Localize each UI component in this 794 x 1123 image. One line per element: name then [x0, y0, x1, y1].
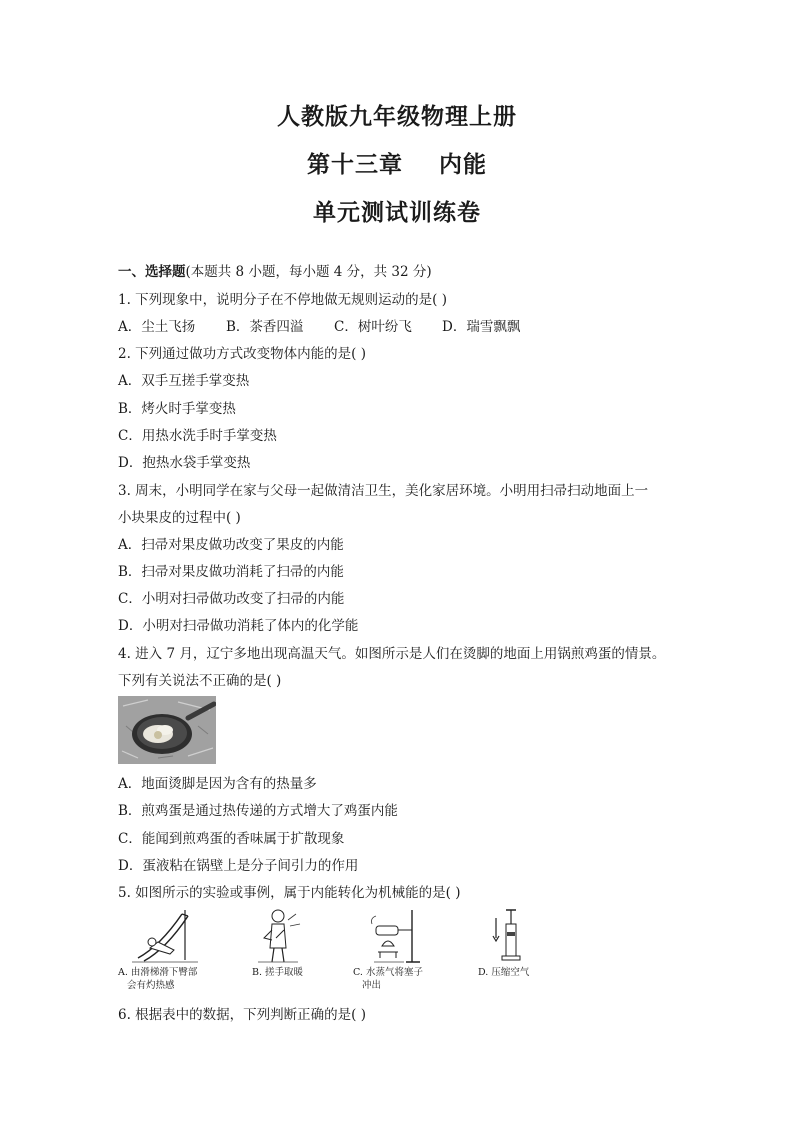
q4-option-c: C．能闻到煎鸡蛋的香味属于扩散现象	[118, 831, 345, 847]
q1-option-d: D．瑞雪飘飘	[442, 319, 521, 335]
question-4-stem-line1: 4. 进入 7 月，辽宁多地出现高温天气。如图所示是人们在烫脚的地面上用锅煎鸡蛋的情景。	[118, 646, 666, 662]
q2-option-b: B．烤火时手掌变热	[118, 401, 236, 417]
slide-figure	[130, 906, 200, 964]
document-title: 人教版九年级物理上册	[277, 103, 517, 130]
q2-option-c: C．用热水洗手时手掌变热	[118, 428, 277, 444]
q2-option-d: D．抱热水袋手掌变热	[118, 455, 251, 471]
q4-option-b: B．煎鸡蛋是通过热传递的方式增大了鸡蛋内能	[118, 803, 398, 819]
q1-option-b: B．茶香四溢	[226, 319, 304, 335]
question-2-stem: 2. 下列通过做功方式改变物体内能的是( )	[118, 346, 366, 362]
q1-option-a: A．尘土飞扬	[118, 319, 196, 335]
q3-option-c: C．小明对扫帚做功改变了扫帚的内能	[118, 591, 345, 607]
q5-caption-b: B. 搓手取暖	[252, 967, 304, 978]
q2-option-a: A．双手互搓手掌变热	[118, 373, 250, 389]
unit-test-title: 单元测试训练卷	[313, 199, 481, 226]
question-1-stem: 1. 下列现象中，说明分子在不停地做无规则运动的是( )	[118, 292, 447, 308]
q4-option-a: A．地面烫脚是因为含有的热量多	[118, 776, 317, 792]
q5-caption-d: D. 压缩空气	[478, 967, 530, 978]
q5-caption-c: C. 水蒸气将塞子 冲出	[353, 967, 423, 991]
steam-cork-figure	[368, 906, 428, 964]
question-1-options	[118, 315, 520, 335]
rubbing-hands-figure	[248, 906, 308, 964]
q4-option-d: D．蛋液粘在锅壁上是分子间引力的作用	[118, 858, 359, 874]
frying-egg-photo	[118, 696, 216, 764]
section-label: 一、选择题	[118, 264, 186, 280]
q3-option-a: A．扫帚对果皮做功改变了果皮的内能	[118, 537, 344, 553]
q5-caption-a: A. 由滑梯滑下臀部 会有灼热感	[118, 967, 198, 991]
q1-option-c: C．树叶纷飞	[334, 319, 412, 335]
section-heading	[118, 260, 432, 280]
compress-air-figure	[486, 906, 526, 964]
question-5-stem: 5. 如图所示的实验或事例，属于内能转化为机械能的是( )	[118, 885, 461, 901]
question-3-stem-line1: 3. 周末，小明同学在家与父母一起做清洁卫生，美化家居环境。小明用扫帚扫动地面上一	[118, 483, 649, 499]
question-4-stem-line2: 下列有关说法不正确的是( )	[118, 673, 282, 689]
question-3-stem-line2: 小块果皮的过程中( )	[118, 510, 241, 526]
q3-option-b: B．扫帚对果皮做功消耗了扫帚的内能	[118, 564, 344, 580]
q3-option-d: D．小明对扫帚做功消耗了体内的化学能	[118, 618, 359, 634]
question-6-stem: 6. 根据表中的数据，下列判断正确的是( )	[118, 1007, 366, 1023]
chapter-title: 第十三章 内能	[306, 151, 488, 178]
section-note: (本题共 8 小题，每小题 4 分，共 32 分)	[185, 264, 432, 280]
